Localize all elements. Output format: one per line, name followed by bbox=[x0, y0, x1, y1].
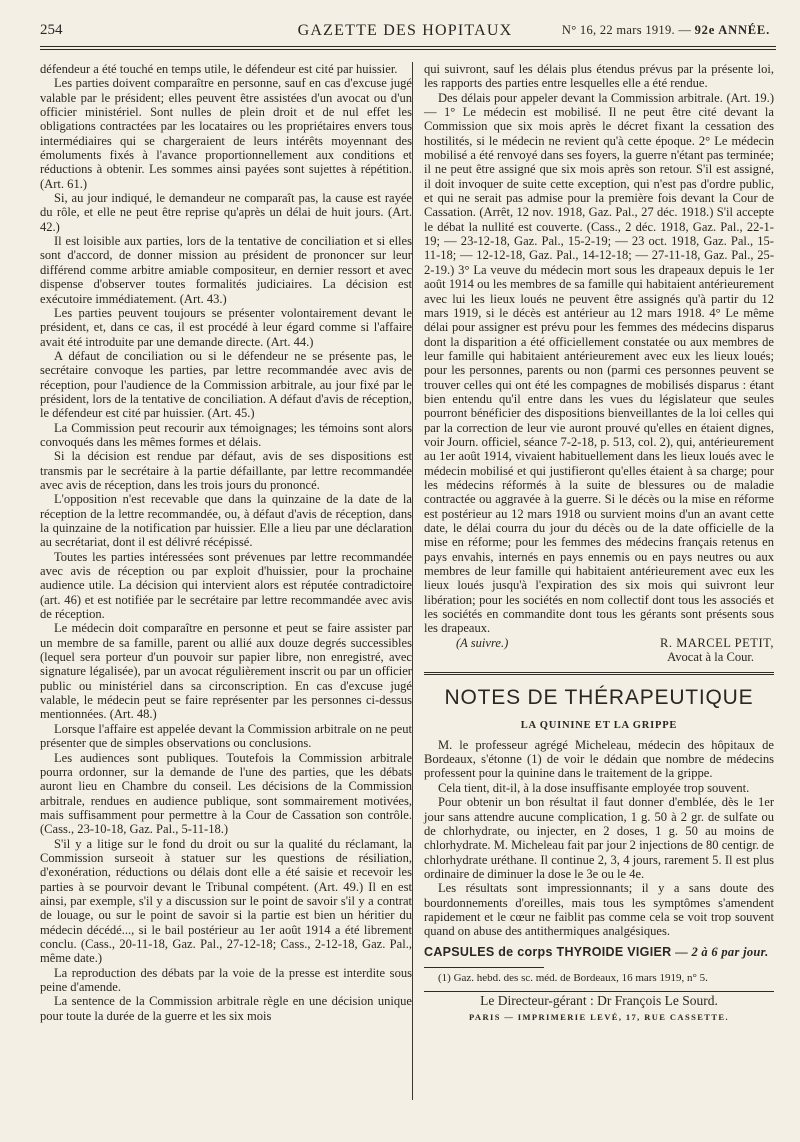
column-divider bbox=[412, 62, 413, 1100]
paragraph: Si la décision est rendue par défaut, avis de ses dispositions est transmis par le secrétaire à la partie défaillante, par lettre recommandée avec avis de réception, dans les trois jours du prononcé. bbox=[40, 449, 412, 492]
paragraph: qui suivront, sauf les délais plus étendus prévus par la présente loi, les rapports des parties entre lesquelles elle a été rendue. bbox=[424, 62, 774, 91]
advert-product: CAPSULES de corps THYROIDE VIGIER bbox=[424, 944, 672, 959]
paragraph: défendeur a été touché en temps utile, le défendeur est cité par huissier. bbox=[40, 62, 398, 76]
printer-line: PARIS — IMPRIMERIE LEVÉ, 17, RUE CASSETTE. bbox=[468, 1012, 730, 1023]
director-rule bbox=[424, 991, 774, 992]
advertisement bbox=[424, 945, 774, 959]
paragraph: L'opposition n'est recevable que dans la quinzaine de la date de la réception de la lettre recommandée, ou, à défaut d'avis de réception, dans la quinzaine de la notification par huissier. Elle a lieu par une déclaration au secrétariat, dont il est délivré récépissé. bbox=[40, 492, 412, 550]
paragraph: Il est loisible aux parties, lors de la tentative de conciliation et si elles sont d'accord, de donner mission au président de prononcer sur leur différend comme arbitre amiable compositeur, en dernier ressort et avec dispense d'observer toutes formalités judiciaires. La décision est exécutoire immédiatement. (Art. 43.) bbox=[40, 234, 412, 306]
paragraph: La Commission peut recourir aux témoignages; les témoins sont alors convoqués dans les mêmes formes et délais. bbox=[40, 420, 412, 449]
header-rule-top bbox=[40, 46, 776, 47]
paragraph: Les audiences sont publiques. Toutefois la Commission arbitrale pourra ordonner, sur la demande de l'une des parties, que les débats auront lieu en Chambre du conseil. Les décisions de la Commission arbitrale, rendues en audience publique, sont sommairement motivées, mais suffisamment pour permettre à la Cour de Cassation son contrôle. (Cass., 23-10-18, Gaz. Pal., 5-11-18.) bbox=[40, 750, 412, 837]
paragraph: Cela tient, dit-il, à la dose insuffisante employée trop souvent. bbox=[438, 780, 750, 795]
paragraph: Les parties doivent comparaître en personne, sauf en cas d'excuse jugé valable par le président; elles peuvent être assistées d'un avocat ou d'un officier ministériel. Sont nulles de plein droit et de nul effet les obligations contractées par les locataires ou les propriétaires envers tous intermédiaires qui se chargeraient de leurs intérêts moyennant des émoluments fixés à l'avance proportionnellement aux conditions et réductions à obtenir. Les sommes ainsi payées sont sujettes à répétition. (Art. 61.) bbox=[40, 76, 412, 191]
to-follow: (A suivre.) bbox=[456, 635, 509, 650]
advert-dose: — 2 à 6 par jour. bbox=[675, 944, 769, 959]
paragraph: A défaut de conciliation ou si le défendeur ne se présente pas, le secrétaire convoque les parties, par lettre recommandée avec avis de réception, pour l'audience de la Commission arbitrale, au jour fixé par le président, lors de la tentative de conciliation. A défaut d'avis de réception, le défendeur est cité par huissier. (Art. 45.) bbox=[40, 348, 412, 421]
issue-year: 92e ANNÉE. bbox=[694, 23, 770, 37]
issue-info bbox=[562, 23, 770, 38]
section-rule-top bbox=[424, 672, 774, 673]
section-rule-bottom bbox=[424, 674, 774, 675]
article-title: LA QUININE ET LA GRIPPE bbox=[520, 720, 678, 732]
paragraph: Les parties peuvent toujours se présenter volontairement devant le président, et, dans ce cas, il est procédé à leur égard comme si l'affaire avait été introduite par une demande directe. (Art. 44.) bbox=[40, 305, 412, 349]
paragraph: M. le professeur agrégé Micheleau, médecin des hôpitaux de Bordeaux, s'étonne (1) de voir le dédain que nombre de médecins professent pour la quinine dans le traitement de la grippe. bbox=[424, 737, 774, 781]
author-name: R. MARCEL PETIT, bbox=[660, 635, 774, 650]
paragraph: La reproduction des débats par la voie de la presse est interdite sous peine d'amende. bbox=[40, 965, 412, 994]
issue-date: N° 16, 22 mars 1919. — bbox=[561, 23, 692, 37]
running-header bbox=[40, 20, 770, 44]
left-column bbox=[40, 62, 412, 1023]
paragraph: La sentence de la Commission arbitrale règle en une décision unique pour toute la durée de la guerre et les six mois bbox=[40, 994, 412, 1023]
author-affiliation: Avocat à la Cour. bbox=[667, 650, 754, 665]
paragraph: S'il y a litige sur le fond du droit ou sur la qualité du réclamant, la Commission surseoit à statuer sur les questions de résiliation, d'exonération, réductions ou délais dont elle a été saisie et recevoir les parties à se pourvoir devant le Tribunal compétent. (Art. 49.) Il en est ainsi, par exemple, s'il y a discussion sur le point de savoir s'il y a contrat de louage, ou sur le point de savoir si la partie est bien un héritier du médecin décédé..., si le bail postérieur au 1er août 1914 a été librement conclu. (Cass., 20-11-18, Gaz. Pal., 27-12-18; Cass., 2-12-18, Gaz. Pal., même date.) bbox=[40, 836, 412, 966]
paragraph: Le médecin doit comparaître en personne et peut se faire assister par un membre de sa famille, parent ou allié aux douze degrés successibles (lequel sera porteur d'un pouvoir sur papier libre, non enregistré, avec signature légalisée), par un avocat régulièrement inscrit ou par un officier public ou ministériel dans sa circonscription. En cas d'excuse jugé valable, le médecin peut se faire représenter par les personnes ci-dessus mentionnées. (Art. 48.) bbox=[40, 621, 412, 722]
footnote: (1) Gaz. hebd. des sc. méd. de Bordeaux, 16 mars 1919, n° 5. bbox=[438, 971, 708, 984]
footnote-rule bbox=[424, 967, 544, 968]
paragraph: Pour obtenir un bon résultat il faut donner d'emblée, dès le 1er jour sans attendre aucune complication, 1 g. 50 à 2 gr. de sulfate ou de chlorhydrate, ou injecter, en 2 doses, 1 g. 50 au moins de chlorhydrate. M. Micheleau fait par jour 2 injections de 80 centigr. de chlorhydrate uréthane. Il continue 2, 3, 4 jours, rarement 5. Il est plus ordinaire de diminuer la dose le 3e ou le 4e. bbox=[424, 795, 774, 881]
paragraph: Les résultats sont impressionnants; il y a sans doute des bourdonnements d'oreilles, mais tous les symptômes s'amendent rapidement et le cœur ne faiblit pas comme cela se voit trop souvent quand on abuse des antithermiques analgésiques. bbox=[424, 881, 774, 939]
journal-title: GAZETTE DES HOPITAUX bbox=[297, 22, 513, 39]
right-column bbox=[424, 62, 774, 1025]
header-rule-bottom bbox=[40, 49, 776, 50]
paragraph: Lorsque l'affaire est appelée devant la Commission arbitrale on ne peut présenter que de simples observations ou conclusions. bbox=[40, 721, 412, 751]
director-line: Le Directeur-gérant : Dr François Le Sourd. bbox=[480, 992, 718, 1008]
paragraph: Toutes les parties intéressées sont prévenues par lettre recommandée avec avis de réception ou par exploit d'huissier, pour la prochaine audience utile. La décision qui intervient alors est réputée contradictoire (art. 46) et est notifiée par le secrétaire par lettre recommandée avec avis de réception. bbox=[40, 549, 412, 622]
page-number: 254 bbox=[40, 22, 63, 38]
paragraph: Si, au jour indiqué, le demandeur ne comparaît pas, la cause est rayée du rôle, et elle ne peut être reprise qu'après un délai de huit jours. (Art. 42.) bbox=[40, 191, 412, 234]
paragraph: Des délais pour appeler devant la Commission arbitrale. (Art. 19.) — 1° Le médecin est mobilisé. Il ne peut être cité devant la Commission que six mois après le décret fixant la cessation des hostilités, si le médecin ne revient qu'à cette époque. 2° Le médecin mobilisé a été renvoyé dans ses foyers, la guerre n'étant pas terminée; il ne peut être assigné que six mois après son retour. S'il est assigné, il doit invoquer de suite cette exception, qui n'est pas d'ordre public, et qui ne serait pas admise pour la première fois devant la Cour de Cassation. (Arrêt, 12 nov. 1918, Gaz. Pal., 27 déc. 1918.) S'il accepte le débat la nullité est couverte. (Cass., 2 déc. 1918, Gaz. Pal., 22-1-19; — 23-12-18, Gaz. Pal., 15-2-19; — 23 oct. 1918, Gaz. Pal., 15-11-18; — 12-12-18, Gaz. Pal., 14-12-18; — 27-11-18, Gaz. Pal., 25-2-19.) 3° La veuve du médecin mort sous les drapeaux depuis le 1er août 1914 ou les membres de sa famille qui habitaient antérieurement avec lui les lieux loués ne peuvent être assignés qu'à partir du 12 mars 1919, si le décès est antérieur au 12 mars 1918. 4° Le même délai pour assigner est prévu pour les femmes des médecins disparus dont la disparition a été officiellement constatée ou aux membres de leur famille qui habitaient antérieurement avec eux les lieux loués; pour les personnes, parents ou non (parmi ces personnes peuvent se trouver celles qui ont été les compagnes de mobilisés disparus : étant bien entendu qu'il entre dans les vues du législateur que seules pourront bénéficier des dispositions bienveillantes de la loi celles qui par la correction de leur vie auront prouvé qu'elles en étaient dignes, voir Journ. officiel, séance 7-2-18, p. 513, col. 2), qui, antérieurement au 1er août 1914, vivaient habituellement dans les lieux loués avec le médecin mobilisé et qui justifieront qu'elles étaient à sa charge; pour les médecins réformés à la suite de blessures ou de maladie contractée ou aggravée à la guerre. Si le décès ou la mise en réforme est postérieur au 12 mars 1918 ou survient moins d'un an avant cette date, le délai courra du jour du décès ou de la date officielle de la mise en réforme; pour les femmes des médecins français retenus en pays envahis, internés en pays ennemis ou en pays neutres ou aux membres de leur famille qui habitaient antérieurement avec eux les lieux loués jusqu'à l'expiration des six mois qui suivront leur libération; pour les sociétés en nom collectif dont tous les associés et les sociétés en commandite dont tous les gérants sont présents sous les drapeaux. bbox=[424, 90, 774, 636]
signature-row bbox=[424, 636, 774, 650]
section-title: NOTES DE THÉRAPEUTIQUE bbox=[444, 686, 754, 710]
